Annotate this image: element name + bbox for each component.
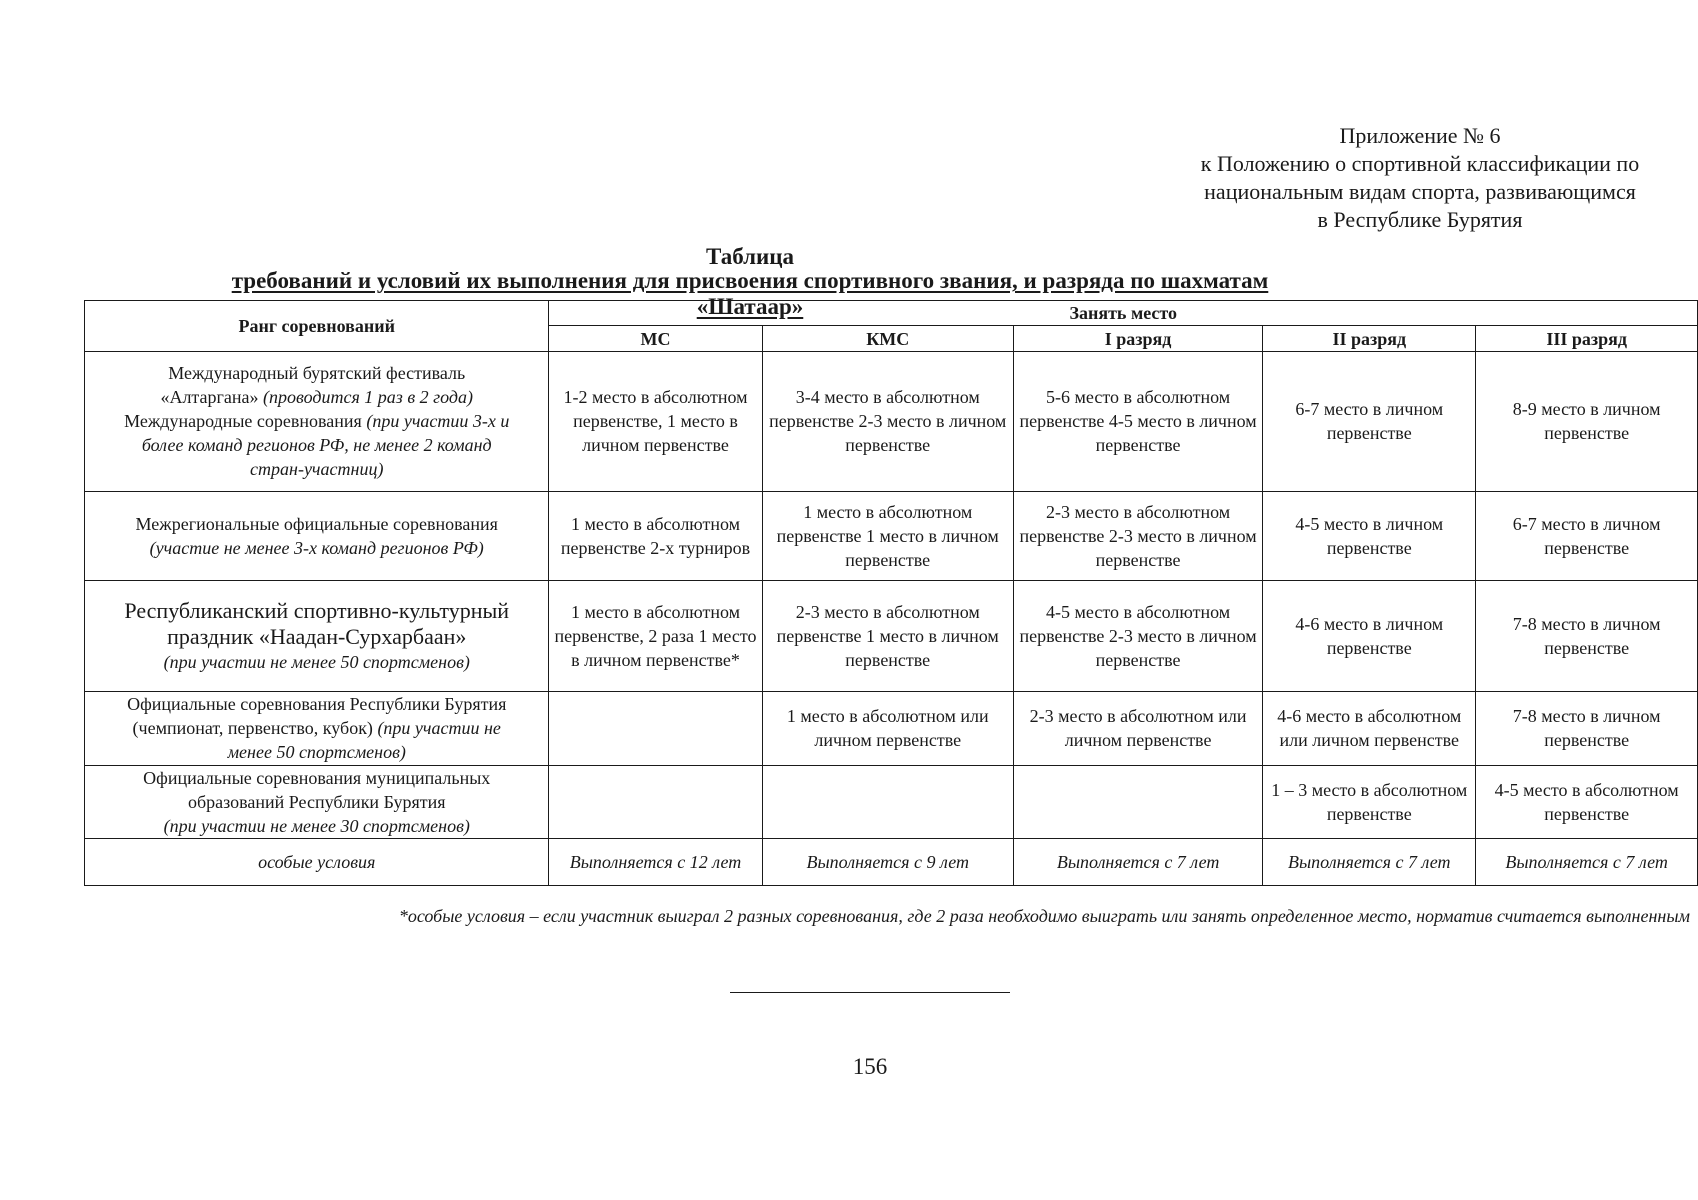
rank-cell <box>85 352 549 492</box>
rank-line <box>93 512 540 536</box>
requirement-cell: 1 место в абсолютном первенстве 2-х турниров <box>549 491 762 580</box>
rank-line <box>93 790 540 814</box>
rank-line <box>93 692 540 716</box>
requirement-cell: 1 – 3 место в абсолютном первенстве <box>1263 765 1476 839</box>
rank-line <box>93 650 540 674</box>
requirement-cell: 2-3 место в абсолютном первенстве 2-3 место в личном первенстве <box>1013 491 1262 580</box>
rank-cell <box>85 765 549 839</box>
rank-line <box>93 766 540 790</box>
rank-note: (при участии не <box>377 718 501 739</box>
rank-note: (при участии не менее 50 спортсменов) <box>163 651 470 672</box>
requirement-cell: 1 место в абсолютном или личном первенстве <box>762 691 1013 765</box>
header-place: Занять место <box>549 301 1698 326</box>
requirement-cell: Выполняется с 9 лет <box>762 839 1013 886</box>
rank-line <box>93 598 540 624</box>
requirement-cell: 3-4 место в абсолютном первенстве 2-3 место в личном первенстве <box>762 352 1013 492</box>
rank-line <box>93 361 540 385</box>
rank-line <box>93 740 540 764</box>
page-number: 156 <box>852 1054 888 1079</box>
rank-note: более команд регионов РФ, не менее 2 команд <box>141 435 492 456</box>
header-col-2-razryad: II разряд <box>1263 326 1476 352</box>
requirement-cell: 5-6 место в абсолютном первенстве 4-5 место в личном первенстве <box>1013 352 1262 492</box>
requirement-cell <box>549 765 762 839</box>
requirement-cell: 4-6 место в абсолютном или личном первенстве <box>1263 691 1476 765</box>
requirement-cell: 1-2 место в абсолютном первенстве, 1 место в личном первенстве <box>549 352 762 492</box>
rank-text: образований Республики Бурятия <box>187 792 446 813</box>
requirement-cell: 7-8 место в личном первенстве <box>1476 580 1698 691</box>
rank-line <box>93 624 540 650</box>
rank-note: стран-участниц) <box>250 459 384 480</box>
appendix-line-3: национальным видам спорта, развивающимся <box>1204 179 1636 204</box>
requirement-cell: 1 место в абсолютном первенстве, 2 раза 1 место в личном первенстве* <box>549 580 762 691</box>
rank-text: праздник «Наадан-Сурхарбаан» <box>167 623 467 649</box>
requirements-table <box>84 300 1698 886</box>
rank-line <box>93 536 540 560</box>
table-row <box>85 765 1698 839</box>
rank-note: (при участии не менее 30 спортсменов) <box>163 816 470 837</box>
requirement-cell <box>549 691 762 765</box>
header-col-ms: МС <box>549 326 762 352</box>
rank-note: (при участии 3-х и <box>361 411 510 432</box>
rank-line <box>93 716 540 740</box>
requirement-cell: 8-9 место в личном первенстве <box>1476 352 1698 492</box>
table-row <box>85 491 1698 580</box>
requirement-cell: 4-5 место в абсолютном первенстве 2-3 место в личном первенстве <box>1013 580 1262 691</box>
divider-line <box>730 992 1010 993</box>
table-row <box>85 352 1698 492</box>
rank-line <box>93 409 540 433</box>
requirement-cell: 2-3 место в абсолютном или личном первенстве <box>1013 691 1262 765</box>
rank-line <box>93 385 540 409</box>
requirement-cell: Выполняется с 7 лет <box>1476 839 1698 886</box>
table-body <box>85 352 1698 886</box>
table-title: Таблица <box>705 244 795 269</box>
rank-text: (чемпионат, первенство, кубок) <box>132 718 378 739</box>
table-row <box>85 580 1698 691</box>
appendix-line-2: к Положению о спортивной классификации по <box>1200 151 1640 176</box>
header-col-kms: КМС <box>762 326 1013 352</box>
appendix-line-4: в Республике Бурятия <box>1317 207 1523 232</box>
table-row <box>85 839 1698 886</box>
requirement-cell: Выполняется с 7 лет <box>1263 839 1476 886</box>
appendix-header <box>1160 122 1680 234</box>
requirement-cell: Выполняется с 7 лет <box>1013 839 1262 886</box>
header-rank: Ранг соревнований <box>85 301 549 352</box>
table-subtitle: требований и условий их выполнения для присвоения спортивного звания, и разряда по шахматам «Шатаар» <box>231 268 1269 319</box>
requirement-cell: 4-5 место в личном первенстве <box>1263 491 1476 580</box>
appendix-line-1: Приложение № 6 <box>1339 123 1501 148</box>
requirement-cell <box>1013 765 1262 839</box>
requirement-cell: 6-7 место в личном первенстве <box>1263 352 1476 492</box>
requirement-cell <box>762 765 1013 839</box>
rank-line <box>93 814 540 838</box>
table-row <box>85 691 1698 765</box>
rank-text: Международный бурятский фестиваль <box>168 363 466 384</box>
footnote: *особые условия – если участник выиграл 2 разных соревнования, где 2 раза необходимо выиграть или занять определенное место, норматив считается выполненным <box>398 906 1690 926</box>
rank-line <box>93 850 540 874</box>
rank-cell <box>85 580 549 691</box>
requirement-cell: 4-5 место в абсолютном первенстве <box>1476 765 1698 839</box>
rank-text: Официальные соревнования муниципальных <box>143 768 491 789</box>
rank-cell <box>85 839 549 886</box>
header-col-1-razryad: I разряд <box>1013 326 1262 352</box>
rank-cell <box>85 691 549 765</box>
rank-text: «Алтаргана» <box>160 387 259 408</box>
rank-text: Международные соревнования <box>124 411 362 432</box>
requirement-cell: 6-7 место в личном первенстве <box>1476 491 1698 580</box>
requirement-cell: 1 место в абсолютном первенстве 1 место в личном первенстве <box>762 491 1013 580</box>
requirement-cell: 2-3 место в абсолютном первенстве 1 место в личном первенстве <box>762 580 1013 691</box>
requirement-cell: 4-6 место в личном первенстве <box>1263 580 1476 691</box>
header-col-3-razryad: III разряд <box>1476 326 1698 352</box>
rank-text: Официальные соревнования Республики Бурятия <box>127 694 507 715</box>
rank-line <box>93 433 540 457</box>
rank-note: менее 50 спортсменов) <box>227 742 406 763</box>
rank-note: (проводится 1 раз в 2 года) <box>258 387 474 408</box>
rank-note: особые условия <box>258 852 376 873</box>
requirement-cell: 7-8 место в личном первенстве <box>1476 691 1698 765</box>
rank-note: (участие не менее 3-х команд регионов РФ) <box>149 537 484 558</box>
rank-cell <box>85 491 549 580</box>
rank-text: Республиканский спортивно-культурный <box>124 597 510 623</box>
requirement-cell: Выполняется с 12 лет <box>549 839 762 886</box>
rank-text: Межрегиональные официальные соревнования <box>135 513 498 534</box>
rank-line <box>93 457 540 481</box>
